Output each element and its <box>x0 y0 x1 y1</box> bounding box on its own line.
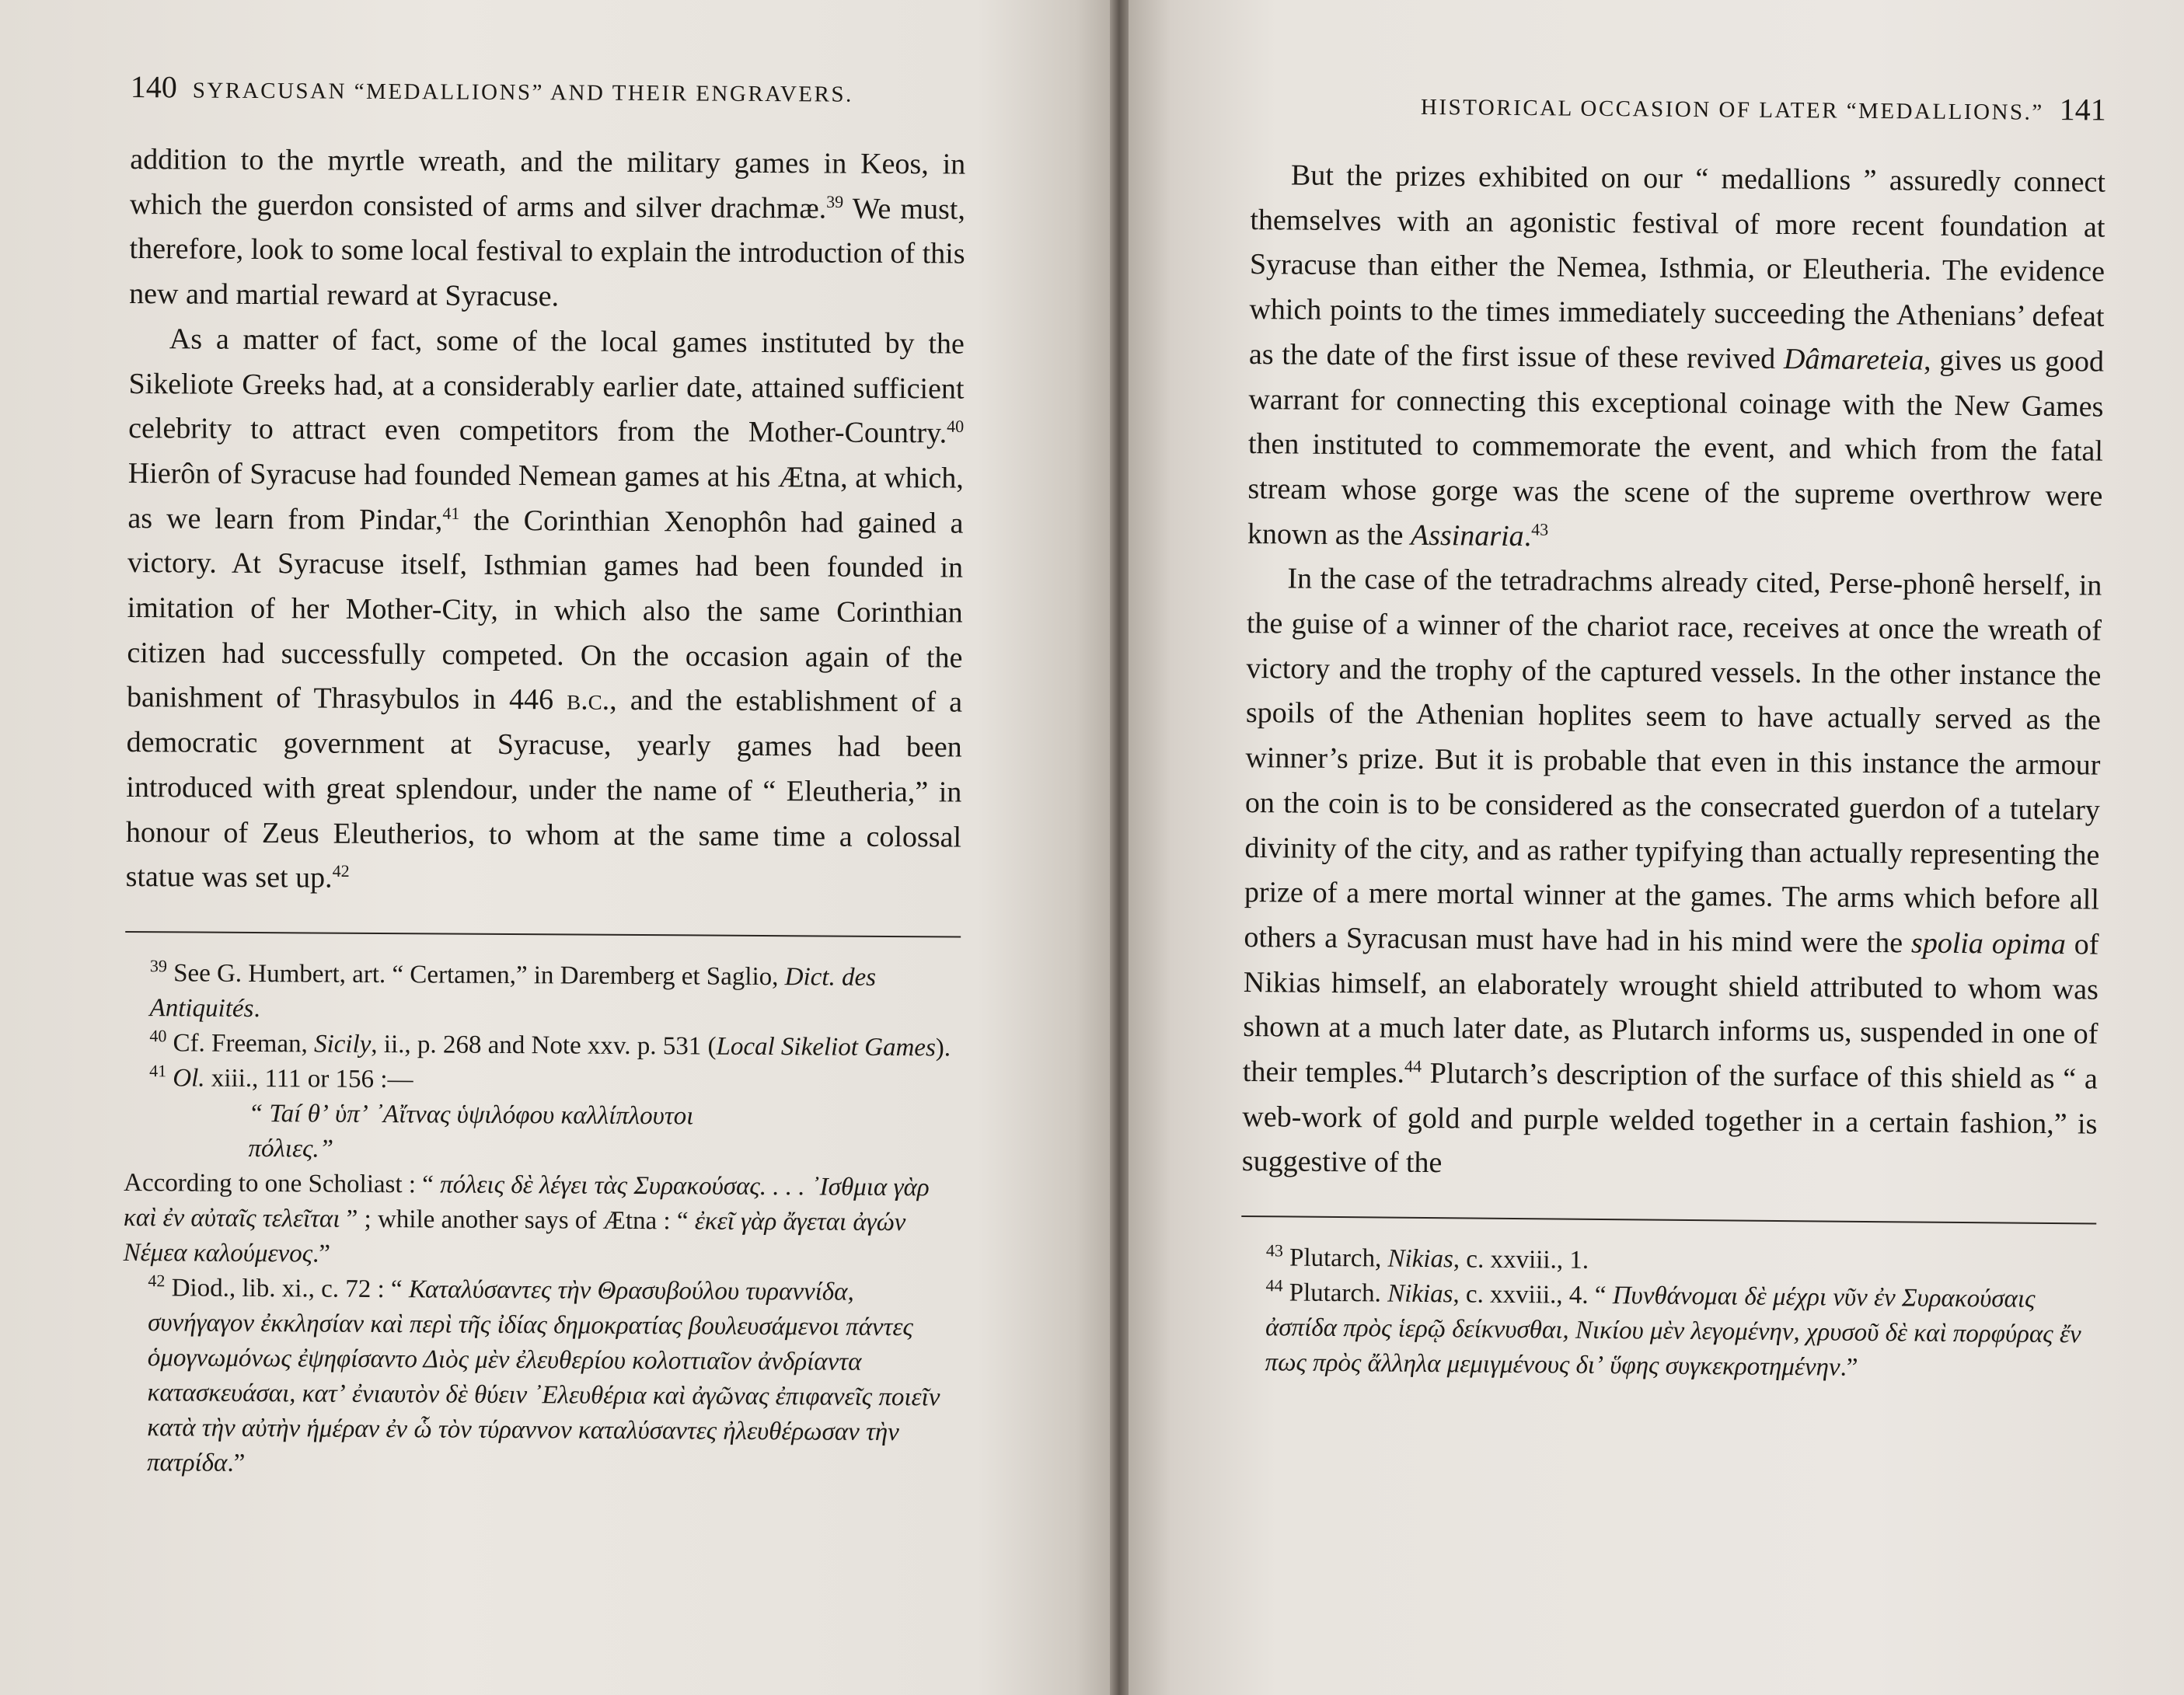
footnote-marker: 44 <box>1265 1275 1283 1296</box>
text-run: Plutarch’s description of the surface of this shield as “ a web-work of gold and purple welded together in a certain fashion,” is suggestive of the <box>1241 1057 2099 1180</box>
text-run: In the case of the tetradrachms already cited, Perse-phonê herself, in the guise of a winner of the chariot race, receives at once the wreath of victory and the trophy of the captured vessels. In the other instance the spoils of the Athenian hoplites seem to have actually served as the winner’s prize. But it is probable that even in this instance the armour on the coin is to be considered as the consecrated guerdon of a tutelary divinity of the city, and as rather typifying than actually representing the prize of a mere mortal winner at the games. The arms which before all others a Syracusan must have had in his mind were the <box>1244 562 2102 960</box>
footnote-marker: 39 <box>826 191 844 211</box>
right-body-text <box>1242 153 2106 1192</box>
text-run: .” <box>1840 1353 1858 1383</box>
text-run: Plutarch, <box>1282 1243 1388 1273</box>
text-run: , and the establishment of a democratic government at Syracuse, yearly games had been introduced with great splendour, under the name of “ Eleutheria,” in honour of Zeus Eleutherios, to whom at the same time a colossal statue was set up. <box>125 684 963 895</box>
left-page-content <box>122 68 966 1485</box>
text-run: .” <box>312 1240 331 1268</box>
footnote-marker: 43 <box>1531 519 1549 539</box>
text-run: , c. xxviii., 4. “ <box>1453 1280 1613 1310</box>
text-run: of Nikias himself, an elaborately wrought shield attributed to whom was shown at a much later date, as Plutarch informs us, suspended in one of their temples. <box>1242 928 2099 1090</box>
footnote-39 <box>124 956 961 1031</box>
footnote-marker: 41 <box>149 1061 167 1081</box>
right-paragraph-1 <box>1247 153 2106 564</box>
text-run: Πυνθάνομαι δὲ μέχρι νῦν ἐν Συρακούσαις ἀσπίδα πρὸς ἱερῷ δείκνυσθαι, Νικίου μὲν λεγομένην, χρυσοῦ δὲ καὶ πορφύρας ἔν πως πρὸς ἄλληλα μεμιγμένους διʼ ὕφης συγκεκροτημένην <box>1265 1282 2081 1382</box>
text-run: Nikias <box>1387 1244 1454 1274</box>
left-page-number: 140 <box>130 68 177 105</box>
text-run: Dict. des Antiquités <box>149 963 877 1023</box>
footnote-marker: 43 <box>1265 1240 1284 1261</box>
footnote-41-verse-2 <box>124 1131 959 1171</box>
text-run: the Corinthian Xenophôn had gained a victory. At Syracuse itself, Isthmian games had been founded in imitation of her Mother-City, in which also the same Corinthian citizen had successfully competed. On the occasion again of the banishment of Thrasybulos in 446 <box>126 504 964 717</box>
footnote-marker: 44 <box>1404 1056 1422 1076</box>
text-run: Cf. Freeman, <box>166 1029 315 1059</box>
footnote-42 <box>122 1271 959 1486</box>
text-run: .” <box>227 1449 246 1477</box>
text-run: , c. xxviii., 1. <box>1453 1245 1589 1275</box>
text-run: ” ; while another says of Ætna : “ <box>340 1205 695 1236</box>
footnote-41-scholiast <box>124 1166 960 1276</box>
footnote-marker: 42 <box>332 861 350 881</box>
text-run: Καταλύσαντες τὴν Θρασυβούλου τυραννίδα, συνήγαγον ἐκκλησίαν καὶ περὶ τῆς ἰδίας δημοκρατίας βουλευσάμενοι πάντες ὁμογνωμόνως ἐψηφίσαντο Διὸς μὲν ἐλευθερίου κολοττιαῖον ἀνδρίαντα κατασκευάσαι, κατʼ ἐνιαυτὸν δὲ θύειν ᾿Ελευθέρια καὶ ἀγῶνας ἐπιφανεῖς ποιεῖν κατὰ τὴν αὐτὴν ἡμέραν ἐν ὧ τὸν τύραννον καταλύσαντες ἠλευθέρωσαν τὴν πατρίδα <box>146 1275 940 1477</box>
footnote-marker: 40 <box>149 1026 167 1046</box>
text-run: ). <box>935 1034 951 1062</box>
footnote-marker: 42 <box>148 1271 166 1291</box>
text-run: . <box>253 994 260 1023</box>
right-running-title: HISTORICAL OCCASION OF LATER “MEDALLIONS.” <box>1420 94 2044 125</box>
text-run: . <box>1523 519 1532 553</box>
text-run: Dâmareteia <box>1783 342 1924 377</box>
text-run: According to one Scholiast : “ <box>124 1168 441 1199</box>
text-run: ἐκεῖ γὰρ ἄγεται ἀγών Νέμεα καλούμενος <box>123 1207 906 1268</box>
right-page-number: 141 <box>2059 92 2106 127</box>
text-run: xiii., 111 or 156 :— <box>204 1064 413 1094</box>
footnote-41 <box>124 1061 960 1101</box>
text-run: Local Sikeliot Games <box>716 1032 936 1062</box>
footnote-44 <box>1240 1275 2095 1388</box>
right-page <box>1129 0 2184 1695</box>
right-paragraph-2 <box>1242 556 2102 1191</box>
right-footnotes <box>1240 1240 2096 1388</box>
text-run: We must, therefore, look to some local festival to explain the introduction of this new and martial reward at Syracuse. <box>129 192 966 313</box>
text-run: , gives us good warrant for connecting this exceptional coinage with the New Games then instituted to commemorate the event, and which from the fatal stream whose gorge was the scene of the supreme overthrow were known as the <box>1247 344 2105 552</box>
footnote-marker: 41 <box>442 503 460 523</box>
text-run: Plutarch. <box>1282 1278 1388 1308</box>
text-run: πόλιες.” <box>248 1134 334 1163</box>
footnote-40 <box>124 1026 960 1066</box>
text-run: As a matter of fact, some of the local games instituted by the Sikeliote Greeks had, at a considerably earlier date, attained sufficient celebrity to attract even competitors from the Mother-Country. <box>128 323 965 450</box>
text-run: But the prizes exhibited on our “ medallions ” assuredly connect themselves with an agonistic festival of more recent foundation at Syracuse than either the Nemea, Isthmia, or Eleutheria. The evidence which points to the times immediately succeeding the Athenians’ defeat as the date of the first issue of these revived <box>1248 159 2106 375</box>
text-run: Hierôn of Syracuse had founded Nemean games at his Ætna, at which, as we learn from Pindar, <box>127 456 964 537</box>
text-run: πόλεις δὲ λέγει τὰς Συρακούσας. . . . ᾿Ισθμια γὰρ καὶ ἐν αὐταῖς τελεῖται <box>123 1170 930 1233</box>
footnote-marker: 40 <box>947 416 965 437</box>
text-run: Nikias <box>1387 1279 1453 1309</box>
text-run: Diod., lib. xi., c. 72 : “ <box>165 1274 409 1304</box>
text-run: See G. Humbert, art. “ Certamen,” in Daremberg et Saglio, <box>166 959 785 992</box>
text-run: Sicily <box>313 1030 372 1059</box>
book-gutter <box>1110 0 1129 1695</box>
text-run: Assinaria <box>1410 518 1524 553</box>
text-run: “ Taí θʼ ὑπʼ ᾽Αἴτνας ὑψιλόφου καλλίπλουτοι <box>248 1099 694 1131</box>
left-body-text <box>125 138 965 905</box>
footnote-rule <box>1241 1215 2096 1225</box>
text-run: Ol. <box>173 1064 205 1093</box>
footnote-rule <box>125 931 961 938</box>
text-run: spolia opima <box>1910 926 2066 961</box>
footnote-41-verse-1 <box>124 1096 960 1136</box>
left-running-title: SYRACUSAN “MEDALLIONS” AND THEIR ENGRAVERS. <box>192 78 853 107</box>
right-running-head <box>1251 84 2106 128</box>
text-run: , ii., p. 268 and Note xxv. p. 531 ( <box>371 1030 717 1061</box>
left-paragraph-1 <box>129 138 965 322</box>
text-run: addition to the myrtle wreath, and the military games in Keos, in which the guerdon consisted of arms and silver drachmæ. <box>129 142 966 225</box>
right-page-content <box>1240 84 2106 1388</box>
text-run: b.c. <box>567 683 610 717</box>
left-running-head <box>131 68 966 110</box>
footnote-marker: 39 <box>149 956 168 976</box>
left-footnotes <box>122 956 961 1486</box>
left-paragraph-2 <box>125 317 965 905</box>
